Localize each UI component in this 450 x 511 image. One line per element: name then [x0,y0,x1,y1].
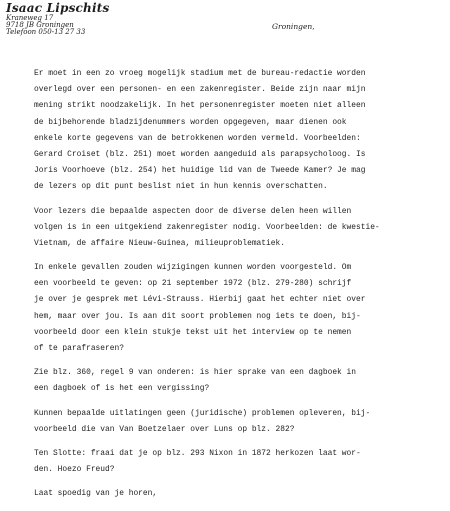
letter-line: Joris Voorhoeve (blz. 254) het huidige lid van de Tweede Kamer? Je mag [34,166,366,176]
letter-line: de bijbehorende bladzijdenummers worden opgegeven, maar dienen ook [34,117,347,127]
letter-paragraph [34,365,446,397]
letter-line: je over je gesprek met Lévi-Strauss. Hierbij gaat het echter niet over [34,295,366,305]
letter-body [34,66,446,511]
letter-line: Zie blz. 360, regel 9 van onderen: is hier sprake van een dagboek in [34,368,356,378]
letter-line: hem, maar over jou. Is aan dit soort problemen nog iets te doen, bij- [34,311,361,321]
sender-name: Isaac Lipschits [6,1,110,15]
letterhead [6,2,109,37]
letter-line: overlegd over een personen- en een zakenregister. Beide zijn naar mijn [34,85,366,95]
letter-line: den. Hoezo Freud? [34,465,115,475]
letter-paragraph [34,406,446,438]
letter-line: voorbeeld die van Van Boetzelaer over Luns op blz. 282? [34,424,295,434]
letter-line: Voor lezers die bepaalde aspecten door de diverse delen heen willen [34,206,352,216]
letter-line: Gerard Croiset (blz. 251) moet worden aangeduid als parapsycholoog. Is [34,149,366,159]
letter-line: Kunnen bepaalde uitlatingen geen (juridische) problemen opleveren, bij- [34,408,371,418]
letter-line: voorbeeld door een klein stukje tekst uit het interview op te nemen [34,327,352,337]
letter-line: enkele korte gegevens van de betrokkenen worden vermeld. Voorbeelden: [34,133,361,143]
letter-line: de lezers op dit punt beslist niet in hun kennis overschatten. [34,182,328,192]
sender-city: 9718 JB Groningen [6,20,74,29]
sender-street: Kraneweg 17 [6,13,54,22]
letter-line: mening strikt noodzakelijk. In het personenregister moeten niet alleen [34,101,366,111]
letter-paragraph [34,260,446,357]
letter-line: of te parafraseren? [34,344,124,353]
letter-paragraph [34,486,446,502]
letter-paragraph [34,446,446,478]
letter-line: Ten Slotte: fraai dat je op blz. 293 Nixon in 1872 herkozen laat wor- [34,448,361,458]
letter-line: Vietnam, de affaire Nieuw-Guinea, milieuproblematiek. [34,238,285,248]
letter-line: een dagboek of is het een vergissing? [34,384,210,394]
letter-line: In enkele gevallen zouden wijzigingen kunnen worden voorgesteld. Om [34,263,352,273]
letter-line: volgen is in een uitgekiend zakenregister nodig. Voorbeelden: de kwestie- [34,222,380,232]
place-date: Groningen, [272,22,315,31]
letter-line: een voorbeeld te geven: op 21 september 1972 (blz. 279-280) schrijf [34,279,352,289]
letter-line: Laat spoedig van je horen, [34,489,158,499]
letter-paragraph [34,204,446,253]
letter-line: Er moet in een zo vroeg mogelijk stadium met de bureau-redactie worden [34,69,366,78]
letter-paragraph [34,66,446,196]
sender-phone: Telefoon 050-13 27 33 [6,28,86,37]
